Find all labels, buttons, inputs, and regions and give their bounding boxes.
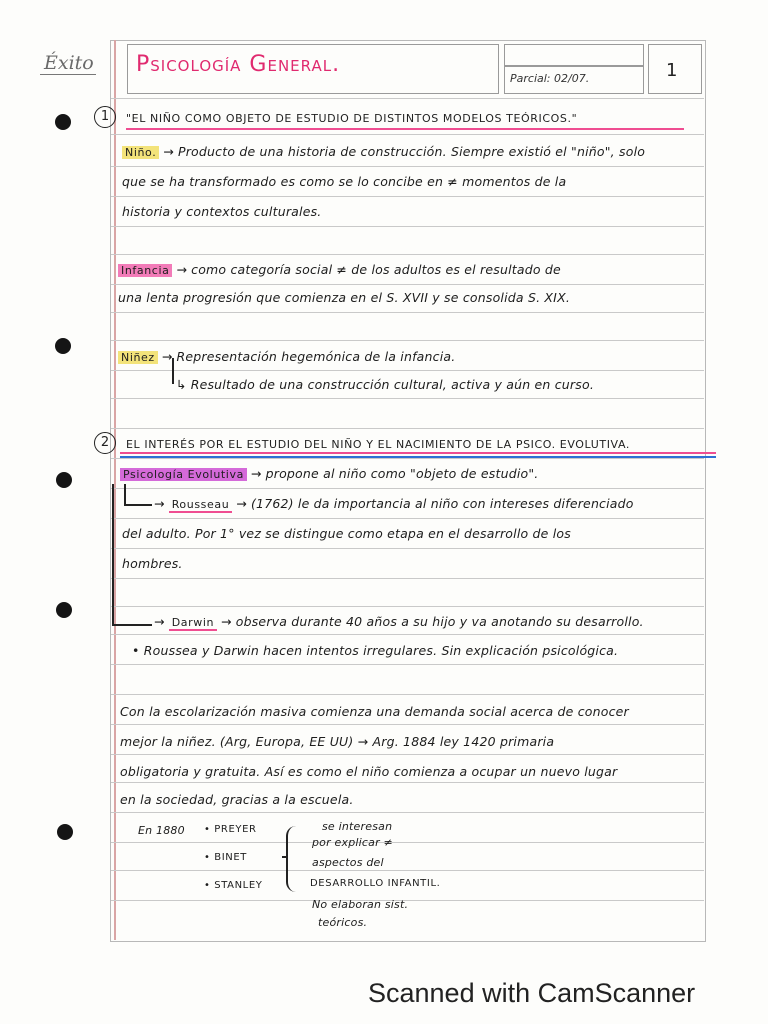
arrow-icon: → — [221, 614, 232, 629]
nino-text-line: que se ha transformado es como se lo concibe en ≠ momentos de la — [122, 174, 567, 189]
punch-hole — [55, 114, 71, 130]
partial-date: Parcial: 02/07. — [510, 72, 590, 85]
rousseau-label: Rousseau — [169, 498, 233, 513]
ruled-line — [111, 694, 704, 695]
ruled-line — [111, 724, 704, 725]
arrow-icon: → — [250, 466, 262, 481]
infancia-label: Infancia — [118, 264, 172, 277]
brace-text: se interesan — [322, 820, 393, 833]
arrow-icon: → — [161, 349, 173, 364]
ruled-line — [111, 428, 704, 429]
brace-bracket — [286, 826, 300, 892]
heading-underline — [120, 452, 716, 454]
tree-line — [124, 484, 126, 504]
ruled-line — [111, 226, 704, 227]
page-title: Psicología General. — [136, 52, 341, 77]
section-number: 1 — [94, 106, 116, 128]
evolutiva-line — [120, 466, 538, 481]
infancia-line — [118, 262, 561, 277]
nino-text: Producto de una historia de construcción. Siempre existió el "niño", solo — [177, 144, 646, 159]
section-heading: "EL NIÑO COMO OBJETO DE ESTUDIO DE DISTINTOS MODELOS TEÓRICOS." — [126, 112, 578, 125]
evolutiva-text: propone al niño como "objeto de estudio". — [265, 466, 539, 481]
infancia-text: como categoría social ≠ de los adultos es el resultado de — [191, 262, 561, 277]
arrow-icon: → — [154, 614, 165, 629]
nino-text-line: historia y contextos culturales. — [122, 204, 322, 219]
paragraph-line: mejor la niñez. (Arg, Europa, EE UU) → Arg. 1884 ley 1420 primaria — [120, 734, 555, 749]
punch-hole — [57, 824, 73, 840]
ninez-label: Niñez — [118, 351, 158, 364]
arrow-icon: → — [176, 262, 188, 277]
ruled-line — [111, 458, 704, 459]
heading-underline — [120, 456, 716, 458]
page-number: 1 — [666, 60, 678, 81]
punch-hole — [56, 472, 72, 488]
scanner-watermark: Scanned with CamScanner — [368, 978, 696, 1008]
ruled-line — [111, 370, 704, 371]
researcher-name: • STANLEY — [204, 880, 263, 891]
ruled-line — [111, 488, 704, 489]
brand-mark: Éxito — [44, 52, 94, 74]
ruled-line — [111, 812, 704, 813]
tree-line — [124, 504, 152, 506]
ruled-line — [111, 284, 704, 285]
header-blank-box — [504, 44, 644, 66]
ruled-line — [111, 196, 704, 197]
ruled-line — [111, 606, 704, 607]
ruled-line — [111, 754, 704, 755]
tree-line — [112, 624, 152, 626]
brace-text: DESARROLLO INFANTIL. — [310, 878, 441, 889]
ruled-line — [111, 578, 704, 579]
arrow-icon: → — [163, 144, 174, 159]
ruled-line — [111, 842, 704, 843]
section-number: 2 — [94, 432, 116, 454]
ninez-line — [118, 349, 455, 364]
nino-line — [122, 144, 645, 159]
darwin-text: observa durante 40 años a su hijo y va anotando su desarrollo. — [235, 614, 644, 629]
ninez-line — [172, 377, 594, 392]
punch-hole — [55, 338, 71, 354]
ruled-line — [111, 166, 704, 167]
ruled-line — [111, 782, 704, 783]
arrow-icon: ↳ — [176, 377, 187, 392]
arrow-icon: → — [154, 496, 165, 511]
brace-bracket — [282, 856, 288, 858]
brace-text: teóricos. — [318, 916, 368, 929]
paragraph-line: en la sociedad, gracias a la escuela. — [120, 792, 354, 807]
paragraph-line: obligatoria y gratuita. Así es como el niño comienza a ocupar un nuevo lugar — [120, 764, 618, 779]
evolutiva-label: Psicología Evolutiva — [120, 468, 247, 481]
heading-underline — [126, 128, 684, 130]
punch-hole — [56, 602, 72, 618]
ruled-line — [111, 548, 704, 549]
researcher-name: • BINET — [204, 852, 247, 863]
infancia-text-line: una lenta progresión que comienza en el S. XVII y se consolida S. XIX. — [118, 290, 571, 305]
nino-label: Niño. — [122, 146, 159, 159]
rousseau-text: (1762) le da importancia al niño con intereses diferenciado — [250, 496, 634, 511]
researcher-name: • PREYER — [204, 824, 257, 835]
ruled-line — [111, 340, 704, 341]
brace-text: No elaboran sist. — [312, 898, 409, 911]
margin-line — [114, 40, 116, 940]
darwin-line — [150, 614, 644, 629]
darwin-label: Darwin — [169, 616, 217, 631]
paragraph-line: Con la escolarización masiva comienza una demanda social acerca de conocer — [120, 704, 629, 719]
ruled-line — [111, 664, 704, 665]
brace-text: por explicar ≠ — [312, 836, 393, 849]
rousseau-line — [150, 496, 634, 511]
ruled-line — [111, 398, 704, 399]
ruled-line — [111, 98, 704, 99]
bullet-line: • Roussea y Darwin hacen intentos irregulares. Sin explicación psicológica. — [132, 643, 619, 658]
ruled-line — [111, 312, 704, 313]
ruled-line — [111, 634, 704, 635]
brand-underline — [40, 74, 96, 75]
brace-text: aspectos del — [312, 856, 384, 869]
year-label: En 1880 — [138, 824, 185, 837]
ruled-line — [111, 518, 704, 519]
ninez-item: Resultado de una construcción cultural, activa y aún en curso. — [190, 377, 594, 392]
rousseau-text-line: del adulto. Por 1° vez se distingue como etapa en el desarrollo de los — [122, 526, 571, 541]
section-heading: EL INTERÉS POR EL ESTUDIO DEL NIÑO Y EL NACIMIENTO DE LA PSICO. EVOLUTIVA. — [126, 438, 630, 451]
ninez-item: Representación hegemónica de la infancia. — [176, 349, 456, 364]
rousseau-text-line: hombres. — [122, 556, 183, 571]
ruled-line — [111, 254, 704, 255]
ruled-line — [111, 134, 704, 135]
arrow-icon: → — [236, 496, 247, 511]
ruled-line — [111, 870, 704, 871]
tree-line — [112, 484, 114, 624]
